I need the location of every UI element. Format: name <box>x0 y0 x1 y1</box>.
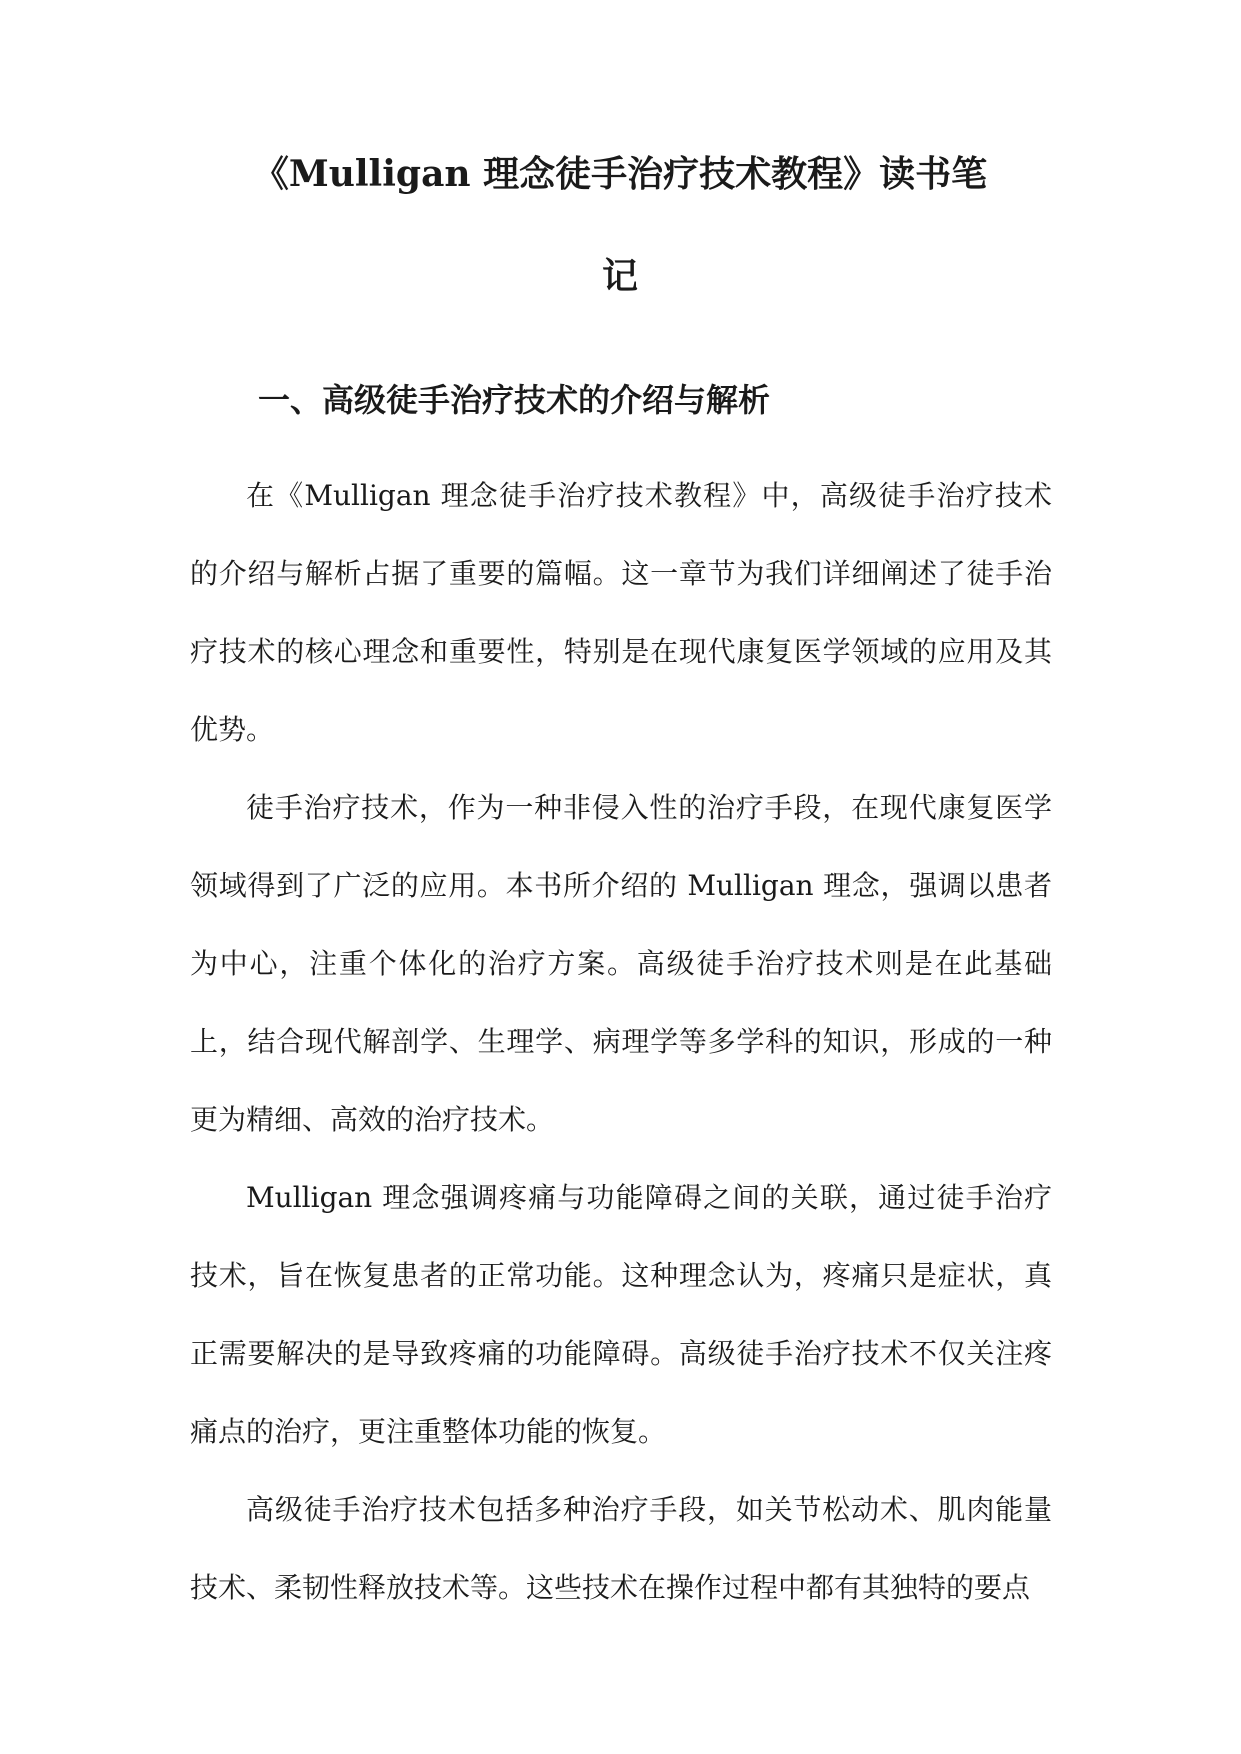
document-title-line-1: 《Mulligan 理念徒手治疗技术教程》读书笔 <box>252 153 988 195</box>
document-title-line-2: 记 <box>601 255 638 297</box>
paragraph-4: 高级徒手治疗技术包括多种治疗手段，如关节松动术、肌肉能量技术、柔韧性释放技术等。这些技术在操作过程中都有其独特的要点 <box>190 1493 1052 1604</box>
paragraph-2: 徒手治疗技术，作为一种非侵入性的治疗手段，在现代康复医学领域得到了广泛的应用。本书所介绍的 Mulligan 理念，强调以患者为中心，注重个体化的治疗方案。高级徒手治疗技术则是在此基础上，结合现代解剖学、生理学、病理学等多学科的知识，形成的一种更为精细、高效的治疗技术。 <box>190 791 1052 1136</box>
paragraph-3: Mulligan 理念强调疼痛与功能障碍之间的关联，通过徒手治疗技术，旨在恢复患者的正常功能。这种理念认为，疼痛只是症状，真正需要解决的是导致疼痛的功能障碍。高级徒手治疗技术不仅关注疼痛点的治疗，更注重整体功能的恢复。 <box>190 1181 1052 1448</box>
body-text <box>190 457 1052 1627</box>
section-heading: 一、高级徒手治疗技术的介绍与解析 <box>258 381 771 419</box>
paragraph-1: 在《Mulligan 理念徒手治疗技术教程》中，高级徒手治疗技术的介绍与解析占据了重要的篇幅。这一章节为我们详细阐述了徒手治疗技术的核心理念和重要性，特别是在现代康复医学领域的应用及其优势。 <box>190 479 1052 746</box>
